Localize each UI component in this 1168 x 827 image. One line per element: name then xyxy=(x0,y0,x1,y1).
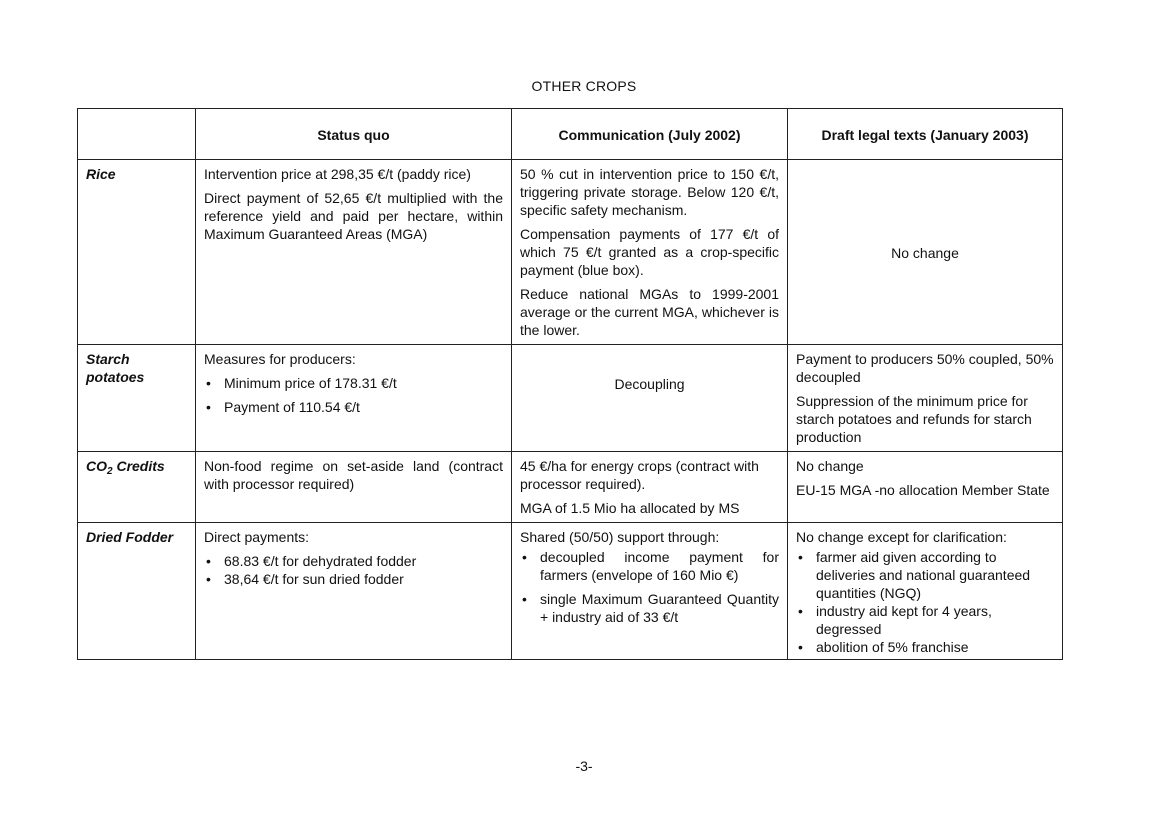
table-row-co2-credits xyxy=(78,452,1063,523)
co2-communication xyxy=(512,452,788,523)
page-number: -3- xyxy=(575,758,593,774)
starch-status-quo-intro: Measures for producers: xyxy=(204,351,356,367)
list-item: • decoupled income payment for farmers (envelope of 160 Mio €) xyxy=(520,548,779,584)
co2-draft-text: EU-15 MGA -no allocation Member State xyxy=(796,482,1050,498)
fodder-status-quo-intro: Direct payments: xyxy=(204,529,310,545)
rice-communication-text: 50 % cut in intervention price to 150 €/t, triggering private storage. Below 120 €/t, specific safety mechanism. xyxy=(520,166,779,218)
co2-communication-text: 45 €/ha for energy crops (contract with processor required). xyxy=(520,458,759,492)
header-empty xyxy=(78,109,196,160)
list-item: • 38,64 €/t for sun dried fodder xyxy=(204,570,503,588)
other-crops-table xyxy=(77,108,1063,660)
co2-label-main: CO xyxy=(86,458,107,474)
row-label-co2-credits xyxy=(78,452,196,523)
header-status-quo: Status quo xyxy=(196,109,512,160)
table-row-starch-potatoes xyxy=(78,345,1063,452)
list-item: • industry aid kept for 4 years, degressed xyxy=(796,602,1054,638)
fodder-status-quo-list xyxy=(204,552,503,588)
rice-communication xyxy=(512,160,788,345)
fodder-communication xyxy=(512,523,788,660)
fodder-draft-list xyxy=(796,548,1054,656)
rice-status-quo xyxy=(196,160,512,345)
starch-status-quo-list xyxy=(204,374,503,416)
fodder-draft xyxy=(788,523,1063,660)
starch-communication: Decoupling xyxy=(512,345,788,452)
starch-draft xyxy=(788,345,1063,452)
fodder-communication-intro: Shared (50/50) support through: xyxy=(520,529,720,545)
co2-label-subscript: 2 xyxy=(107,466,113,477)
co2-label-rest: Credits xyxy=(112,458,165,474)
list-item: • Payment of 110.54 €/t xyxy=(204,398,503,416)
starch-draft-text: Suppression of the minimum price for starch potatoes and refunds for starch production xyxy=(796,393,1032,445)
rice-status-quo-text: Direct payment of 52,65 €/t multiplied with the reference yield and paid per hectare, within Maximum Guaranteed Areas (MGA) xyxy=(204,190,503,242)
rice-draft: No change xyxy=(788,160,1063,345)
list-item: • Minimum price of 178.31 €/t xyxy=(204,374,503,392)
row-label-dried-fodder: Dried Fodder xyxy=(78,523,196,660)
table-row-rice xyxy=(78,160,1063,345)
starch-status-quo xyxy=(196,345,512,452)
rice-communication-text: Reduce national MGAs to 1999-2001 average or the current MGA, whichever is the lower. xyxy=(520,286,779,338)
co2-draft xyxy=(788,452,1063,523)
page-title: OTHER CROPS xyxy=(531,78,637,94)
rice-communication-text: Compensation payments of 177 €/t of which 75 €/t granted as a crop-specific payment (blue box). xyxy=(520,226,779,278)
fodder-draft-intro: No change except for clarification: xyxy=(796,529,1007,545)
row-label-starch-potatoes: Starch potatoes xyxy=(78,345,196,452)
co2-draft-text: No change xyxy=(796,458,864,474)
fodder-communication-list xyxy=(520,548,779,626)
list-item: • abolition of 5% franchise xyxy=(796,638,1054,656)
co2-communication-text: MGA of 1.5 Mio ha allocated by MS xyxy=(520,500,740,516)
fodder-status-quo xyxy=(196,523,512,660)
header-communication: Communication (July 2002) xyxy=(512,109,788,160)
header-row xyxy=(78,109,1063,160)
list-item: • 68.83 €/t for dehydrated fodder xyxy=(204,552,503,570)
row-label-rice: Rice xyxy=(78,160,196,345)
rice-status-quo-text: Intervention price at 298,35 €/t (paddy rice) xyxy=(204,166,471,182)
list-item: • single Maximum Guaranteed Quantity + industry aid of 33 €/t xyxy=(520,590,779,626)
starch-draft-text: Payment to producers 50% coupled, 50% decoupled xyxy=(796,351,1054,385)
list-item: • farmer aid given according to deliveries and national guaranteed quantities (NGQ) xyxy=(796,548,1054,602)
header-draft-legal-texts: Draft legal texts (January 2003) xyxy=(788,109,1063,160)
co2-status-quo: Non-food regime on set-aside land (contract with processor required) xyxy=(196,452,512,523)
table-row-dried-fodder xyxy=(78,523,1063,660)
